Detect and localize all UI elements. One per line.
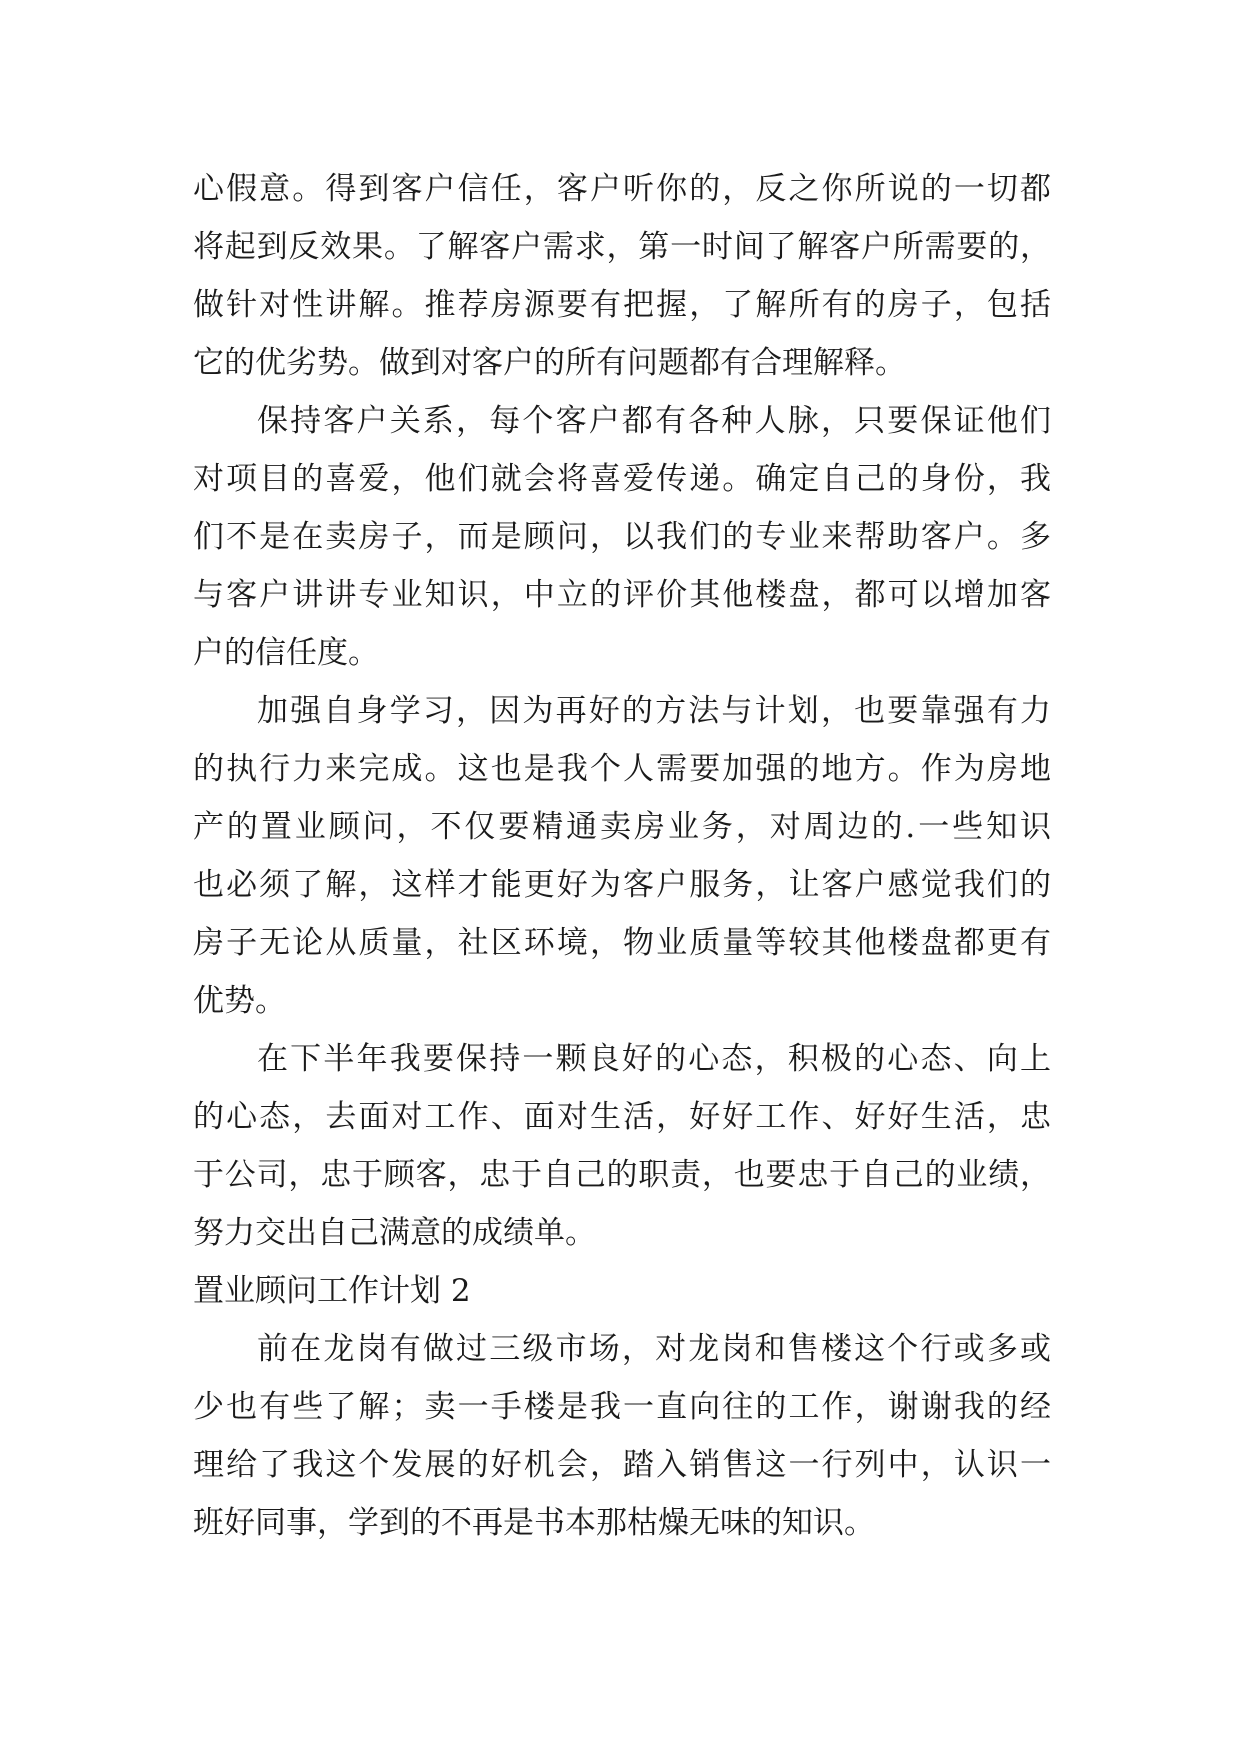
text-line: 于公司，忠于顾客，忠于自己的职责，也要忠于自己的业绩，: [193, 1157, 1051, 1193]
text-line: 少也有些了解；卖一手楼是我一直向往的工作，谢谢我的经: [193, 1389, 1051, 1425]
paragraph: [193, 1030, 1051, 1262]
text-line: 做针对性讲解。推荐房源要有把握，了解所有的房子，包括: [193, 287, 1051, 323]
text-line: 心假意。得到客户信任，客户听你的，反之你所说的一切都: [193, 171, 1051, 207]
text-line: 户的信任度。: [193, 635, 379, 671]
text-line: 它的优劣势。做到对客户的所有问题都有合理解释。: [193, 345, 906, 381]
text-line: 们不是在卖房子，而是顾问，以我们的专业来帮助客户。多: [193, 519, 1051, 555]
text-line: 与客户讲讲专业知识，中立的评价其他楼盘，都可以增加客: [193, 577, 1051, 613]
text-line: 保持客户关系，每个客户都有各种人脉，只要保证他们: [257, 403, 1051, 439]
section-heading: 置业顾问工作计划 2: [193, 1273, 471, 1309]
text-line: 班好同事，学到的不再是书本那枯燥无味的知识。: [193, 1505, 875, 1541]
text-line: 加强自身学习，因为再好的方法与计划，也要靠强有力: [257, 693, 1051, 729]
text-line: 的执行力来完成。这也是我个人需要加强的地方。作为房地: [193, 751, 1051, 787]
paragraph: [193, 682, 1051, 1030]
paragraph: [193, 160, 1051, 392]
text-line: 也必须了解，这样才能更好为客户服务，让客户感觉我们的: [193, 867, 1051, 903]
text-line: 将起到反效果。了解客户需求，第一时间了解客户所需要的，: [193, 229, 1051, 265]
paragraph: [193, 392, 1051, 682]
text-line: 房子无论从质量，社区环境，物业质量等较其他楼盘都更有: [193, 925, 1051, 961]
text-line: 理给了我这个发展的好机会，踏入销售这一行列中，认识一: [193, 1447, 1051, 1483]
text-line: 的心态，去面对工作、面对生活，好好工作、好好生活，忠: [193, 1099, 1051, 1135]
text-line: 对项目的喜爱，他们就会将喜爱传递。确定自己的身份，我: [193, 461, 1051, 497]
text-line: 优势。: [193, 983, 286, 1019]
text-line: 前在龙岗有做过三级市场，对龙岗和售楼这个行或多或: [257, 1331, 1051, 1367]
text-line: 在下半年我要保持一颗良好的心态，积极的心态、向上: [257, 1041, 1051, 1077]
text-line: 努力交出自己满意的成绩单。: [193, 1215, 596, 1251]
text-line: 产的置业顾问，不仅要精通卖房业务，对周边的.一些知识: [193, 809, 1051, 845]
paragraph: [193, 1320, 1051, 1552]
document-body: [193, 160, 1051, 1552]
